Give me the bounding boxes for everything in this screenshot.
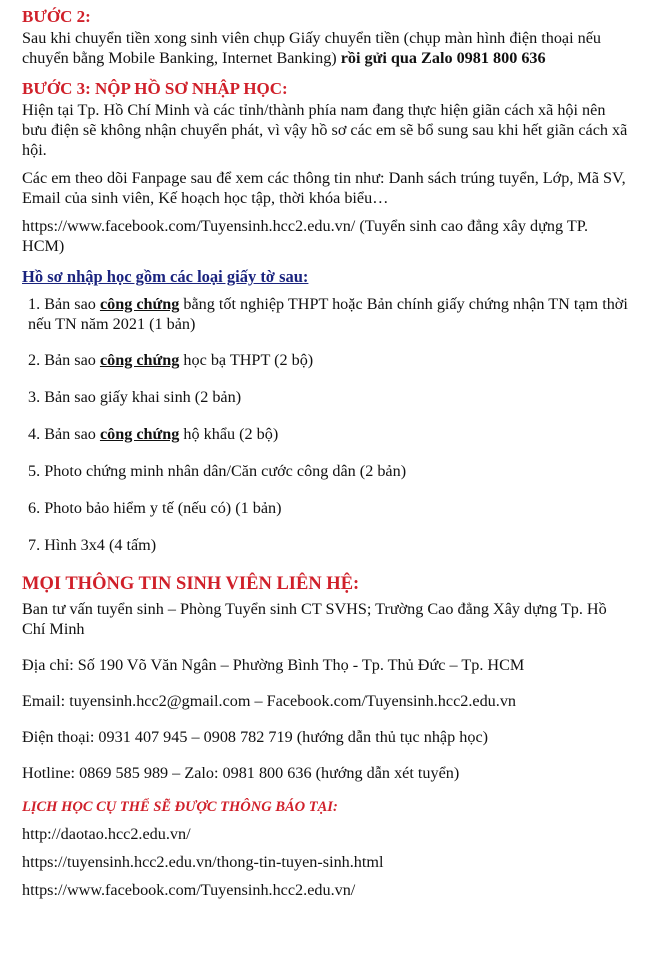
document-item-7: 7. Hình 3x4 (4 tấm)	[28, 536, 157, 554]
item4-bold: công chứng	[99, 425, 180, 443]
contact-phone: Điện thoại: 0931 407 945 – 0908 782 719 (hướng dẫn thủ tục nhập học)	[22, 728, 489, 746]
step2-zalo-text: rồi gửi qua Zalo 0981 800 636	[340, 49, 546, 67]
step3-paragraph-2: Các em theo dõi Fanpage sau để xem các thông tin như: Danh sách trúng tuyển, Lớp, Mã SV, Email của sinh viên, Kế hoạch học tập, thời khóa biểu…	[22, 169, 626, 207]
document-item-2	[22, 350, 628, 370]
item1-pre: 1. Bản sao	[28, 295, 100, 313]
item2-pre: 2. Bản sao	[28, 351, 100, 369]
document-item-3: 3. Bản sao giấy khai sinh (2 bản)	[28, 388, 242, 406]
item4-post: hộ khẩu (2 bộ)	[179, 425, 279, 443]
item2-bold: công chứng	[99, 351, 180, 369]
contact-office: Ban tư vấn tuyển sinh – Phòng Tuyển sinh CT SVHS; Trường Cao đẳng Xây dựng Tp. Hồ Chí Minh	[22, 600, 607, 638]
schedule-heading: LỊCH HỌC CỤ THỂ SẼ ĐƯỢC THÔNG BÁO TẠI:	[22, 799, 338, 815]
step2-paragraph	[22, 28, 628, 68]
contact-heading: MỌI THÔNG TIN SINH VIÊN LIÊN HỆ:	[22, 574, 360, 594]
schedule-link-facebook[interactable]: https://www.facebook.com/Tuyensinh.hcc2.edu.vn/	[22, 881, 356, 899]
schedule-link-tuyensinh[interactable]: https://tuyensinh.hcc2.edu.vn/thong-tin-tuyen-sinh.html	[22, 853, 384, 871]
step3-paragraph-1: Hiện tại Tp. Hồ Chí Minh và các tỉnh/thành phía nam đang thực hiện giãn cách xã hội nên bưu điện sẽ không nhận chuyển phát, vì vậy hồ sơ các em sẽ bổ sung sau khi hết giãn cách xã hội.	[22, 101, 628, 159]
item4-pre: 4. Bản sao	[28, 425, 100, 443]
documents-heading: Hồ sơ nhập học gồm các loại giấy tờ sau:	[22, 267, 309, 286]
item1-post: bằng tốt nghiệp THPT hoặc Bản chính giấy chứng nhận TN tạm thời nếu TN năm 2021 (1 bản)	[28, 295, 628, 333]
document-item-6: 6. Photo bảo hiểm y tế (nếu có) (1 bản)	[28, 499, 282, 517]
document-item-1	[22, 294, 628, 334]
step3-heading: BƯỚC 3: NỘP HỒ SƠ NHẬP HỌC:	[22, 79, 288, 98]
document-item-5: 5. Photo chứng minh nhân dân/Căn cước công dân (2 bản)	[28, 462, 407, 480]
contact-email: Email: tuyensinh.hcc2@gmail.com – Facebook.com/Tuyensinh.hcc2.edu.vn	[22, 692, 517, 710]
step2-heading: BƯỚC 2:	[22, 7, 91, 26]
contact-hotline: Hotline: 0869 585 989 – Zalo: 0981 800 636 (hướng dẫn xét tuyển)	[22, 764, 460, 782]
step3-fanpage-link[interactable]: https://www.facebook.com/Tuyensinh.hcc2.edu.vn/ (Tuyển sinh cao đẳng xây dựng TP. HCM)	[22, 217, 588, 255]
item2-post: học bạ THPT (2 bộ)	[179, 351, 314, 369]
document-item-4	[22, 424, 628, 444]
step2-text: Sau khi chuyển tiền xong sinh viên chụp Giấy chuyển tiền (chụp màn hình điện thoại nếu chuyển bằng Mobile Banking, Internet Banking)	[22, 29, 602, 67]
schedule-link-daotao[interactable]: http://daotao.hcc2.edu.vn/	[22, 825, 191, 843]
contact-address: Địa chỉ: Số 190 Võ Văn Ngân – Phường Bình Thọ - Tp. Thủ Đức – Tp. HCM	[22, 656, 525, 674]
item1-bold: công chứng	[99, 295, 180, 313]
